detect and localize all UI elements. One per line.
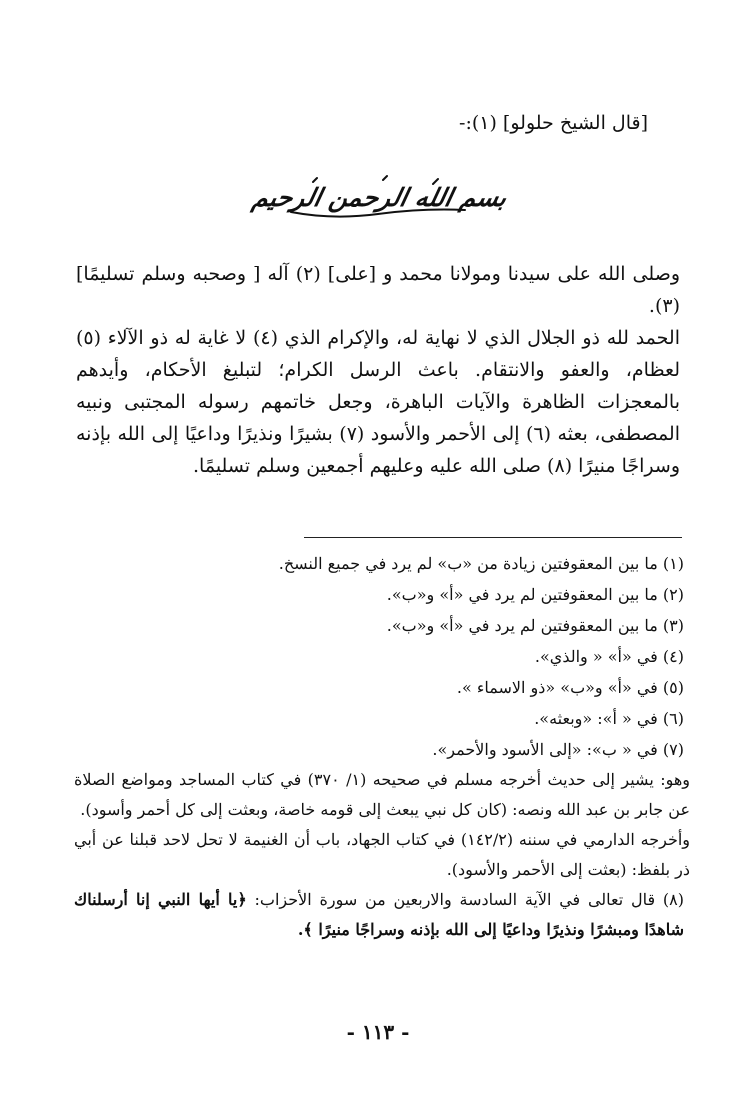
footnote-8 [74,885,684,945]
footnote-divider [304,537,682,538]
basmala-calligraphy [0,168,756,228]
footnotes [74,548,691,945]
intro-paragraph: وصلى الله على سيدنا ومولانا محمد و [على] (٢) آله [ وصحبه وسلم تسليمًا] (٣). [76,263,680,317]
footnote-7-darimi: وأخرجه الدارمي في سننه (١٤٢/٢) في كتاب الجهاد، باب أن الغنيمة لا تحل لاحد قبلنا عن أبي ذر بلفظ: (بعثت إلى الأحمر والأسود). [74,830,691,879]
footnote-3: (٣) ما بين المعقوفتين لم يرد في «أ» و«ب». [386,616,684,635]
page-number: - ١١٣ - [346,1020,410,1044]
hamd-paragraph: الحمد لله ذو الجلال الذي لا نهاية له، والإكرام الذي (٤) لا غاية له ذو الآلاء (٥) لعظام، والعفو والانتقام. باعث الرسل الكرام؛ لتبليغ الأحكام، وأيدهم بالمعجزات الظاهرة والآيات الباهرة، وجعل خاتمهم رسوله المجتبى ونبيه المصطفى، بعثه (٦) إلى الأحمر والأسود (٧) بشيرًا ونذيرًا وداعيًا إلى الله بإذنه وسراجًا منيرًا (٨) صلى الله عليه وعليهم أجمعين وسلم تسليمًا. [76,327,681,477]
footnote-1: (١) ما بين المعقوفتين زيادة من «ب» لم يرد في جميع النسخ. [278,554,684,573]
footnote-8-intro: (٨) قال تعالى في الآية السادسة والاربعين من سورة الأحزاب: [254,890,684,909]
footnote-4: (٤) في «أ» « والذي». [534,647,684,666]
footnote-8-verse: ﴿يا أيها النبي إنا أرسلناك شاهدًا ومبشرًا ونذيرًا وداعيًا إلى الله بإذنه وسراجًا منيرًا ﴾. [74,890,684,939]
footnote-2: (٢) ما بين المعقوفتين لم يرد في «أ» و«ب». [386,585,684,604]
footnote-7: (٧) في « ب»: «إلى الأسود والأحمر». [432,740,684,759]
basmala-text: بسم الله الرحمن الرحيم [249,183,510,212]
footnote-7-muslim: وهو: يشير إلى حديث أخرجه مسلم في صحيحه (١/ ٣٧٠) في كتاب المساجد ومواضع الصلاة عن جابر بن عبد الله ونصه: (كان كل نبي يبعث إلى قومه خاصة، وبعثت إلى كل أحمر وأسود). [74,770,691,819]
footnote-6: (٦) في « أ»: «وبعثه». [534,709,684,728]
basmala-calligraphy-icon [249,168,510,228]
footnote-5: (٥) في «أ» و«ب» «ذو الاسماء ». [456,678,684,697]
section-heading: [قال الشيخ حلولو] (١):- [459,112,648,134]
